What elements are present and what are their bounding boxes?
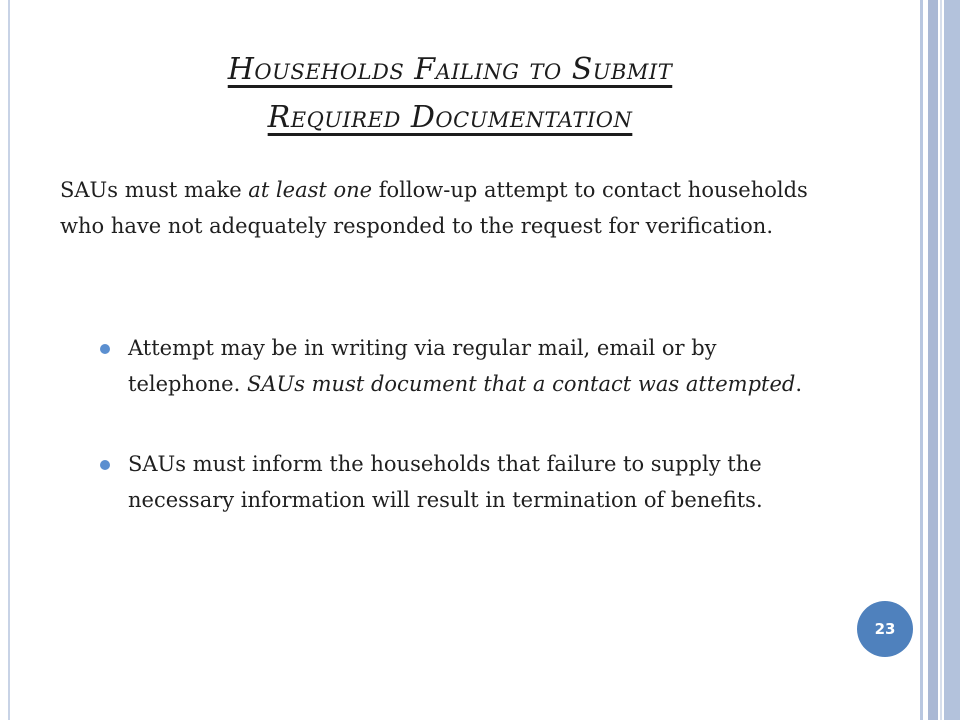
bullet-icon: [100, 344, 110, 354]
intro-emphasis: at least one: [248, 178, 373, 202]
stripe: [940, 0, 942, 720]
stripe: [944, 0, 960, 720]
slide-title: [60, 46, 840, 142]
title-line-1: Households Failing to Submit: [227, 52, 673, 87]
bullet-text: SAUs must inform the households that failure to supply the necessary information will result in termination of benefits.: [128, 452, 763, 512]
intro-text-rest: follow-up attempt to contact households who have not adequately responded to the request for verification.: [60, 178, 808, 238]
page-number: 23: [874, 620, 896, 638]
title-line-2: Required Documentation: [267, 100, 633, 135]
bullet-text: Attempt may be in writing via regular mail, email or by telephone.: [128, 336, 717, 396]
stripe: [920, 0, 923, 720]
list-item: [100, 330, 820, 402]
intro-text: SAUs must make: [60, 178, 249, 202]
bullet-list: [100, 330, 820, 562]
right-decorative-band: [920, 0, 960, 720]
list-item: [100, 446, 820, 518]
page-number-badge: [857, 601, 913, 657]
intro-paragraph: [60, 172, 820, 244]
bullet-icon: [100, 460, 110, 470]
bullet-emphasis: SAUs must document that a contact was attempted: [246, 372, 796, 396]
bullet-text-end: .: [795, 372, 803, 396]
left-border: [8, 0, 10, 720]
stripe: [928, 0, 938, 720]
